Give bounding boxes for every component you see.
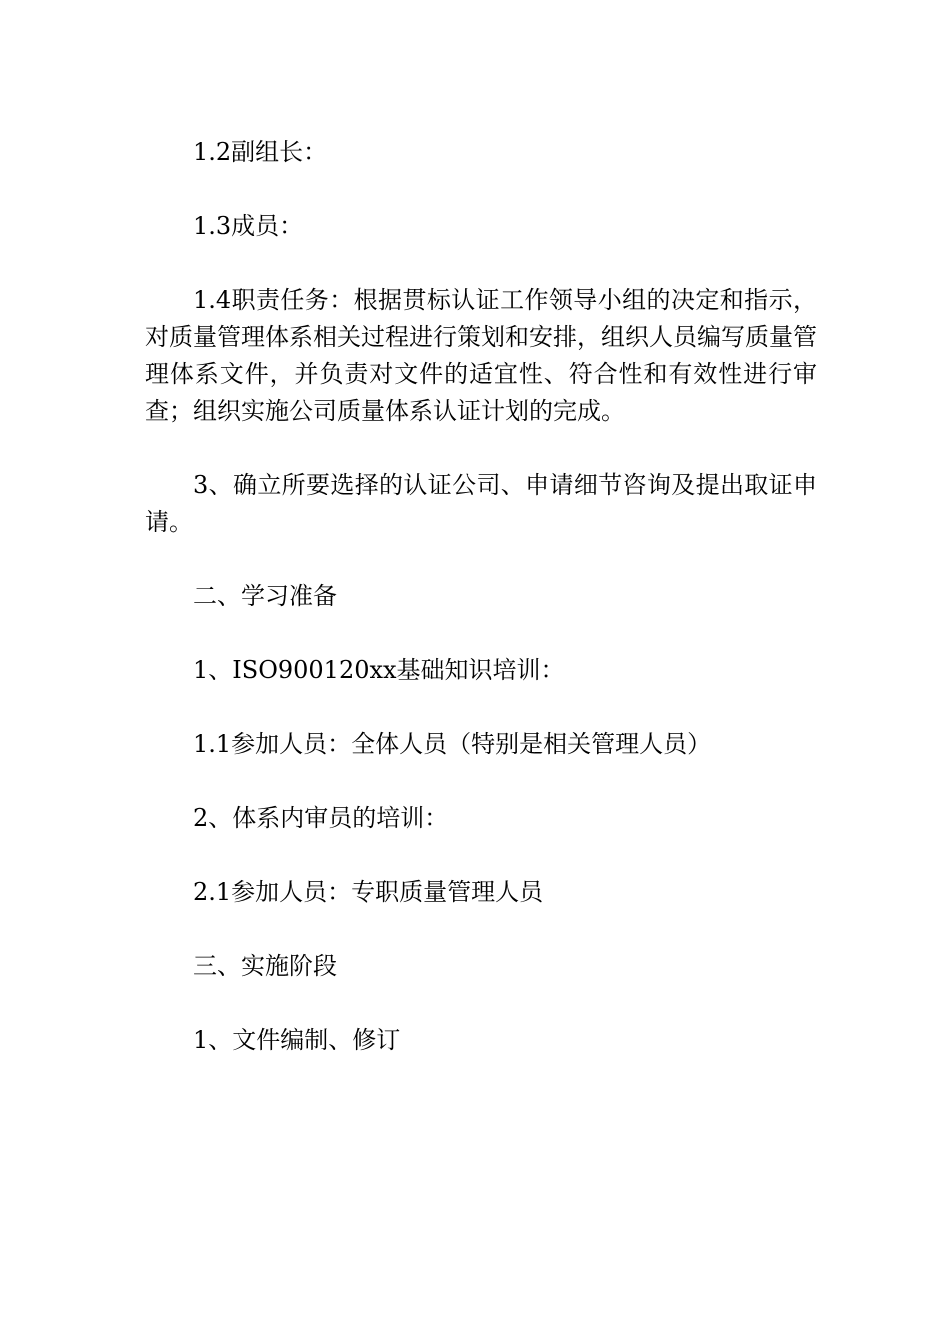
paragraph-duties: 1.4职责任务：根据贯标认证工作领导小组的决定和指示，对质量管理体系相关过程进行策划和安排，组织人员编写质量管理体系文件，并负责对文件的适宜性、符合性和有效性进行审查；组织实施公司质量体系认证计划的完成。 [145,286,817,425]
paragraph-auditor-participants: 2.1参加人员：专职质量管理人员 [193,878,544,906]
section-heading-implementation: 三、实施阶段 [193,952,337,980]
paragraph-certification-company: 3、确立所要选择的认证公司、申请细节咨询及提出取证申请。 [145,471,817,536]
paragraph-document-drafting: 1、文件编制、修订 [193,1026,401,1054]
paragraph-deputy-leader: 1.2副组长： [193,138,328,166]
paragraph-iso-participants: 1.1参加人员：全体人员（特别是相关管理人员） [193,730,712,758]
paragraph-members: 1.3成员： [193,212,304,240]
document-body [145,134,817,1059]
paragraph-auditor-training: 2、体系内审员的培训： [193,804,449,832]
paragraph-iso-training: 1、ISO900120xx基础知识培训： [193,656,565,684]
section-heading-learning-preparation: 二、学习准备 [193,582,337,610]
